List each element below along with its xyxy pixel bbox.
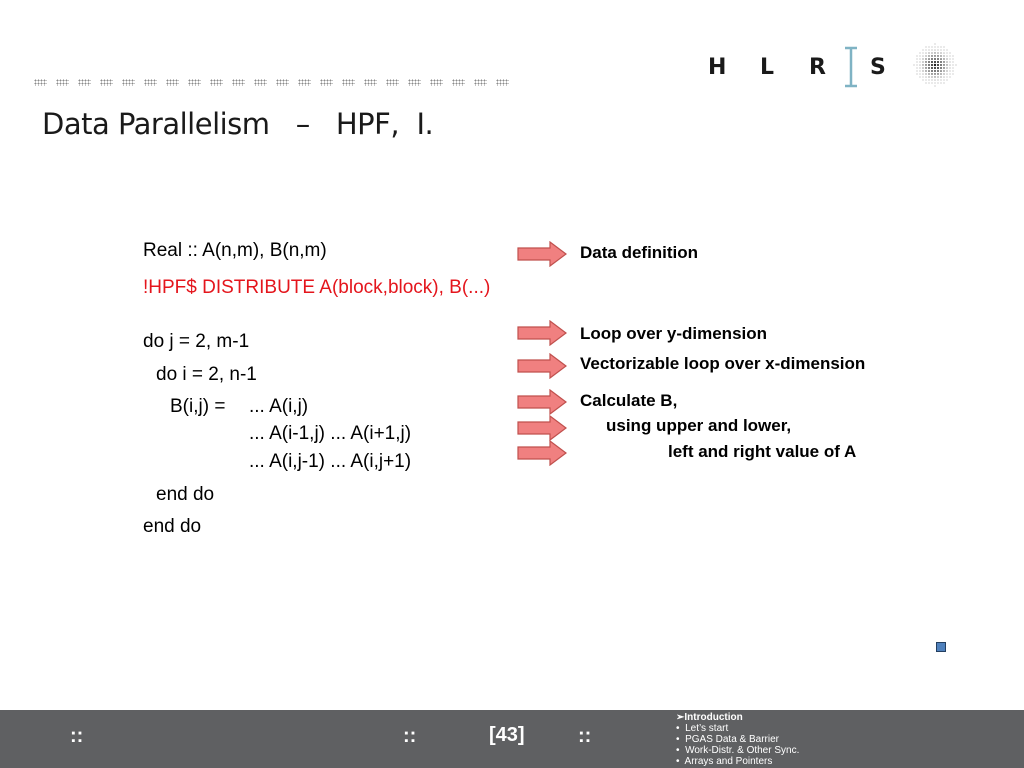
code-line-assignment-lhs: B(i,j) =: [170, 396, 226, 417]
logo-sphere-dot: [922, 61, 923, 62]
logo-sphere-dot: [935, 86, 936, 87]
dot-group: [386, 79, 399, 86]
logo-sphere-dot: [941, 83, 942, 84]
logo-sphere-dot: [946, 58, 947, 59]
code-line-assignment-term3: ... A(i,j-1) ... A(i,j+1): [249, 451, 412, 472]
logo-sphere-dot: [941, 47, 942, 48]
logo-sphere-dot: [937, 61, 939, 63]
dot-group: [78, 79, 91, 86]
outline-item-arrays[interactable]: • Arrays and Pointers: [676, 756, 773, 767]
logo-letter-r: R: [809, 55, 826, 80]
logo-sphere-dot: [950, 71, 951, 72]
logo-sphere-dot: [935, 83, 936, 84]
footer-colon-mid: ::: [403, 725, 417, 747]
logo-sphere-dot: [947, 80, 948, 81]
logo-sphere-dot: [938, 50, 939, 51]
logo-sphere-dot: [937, 52, 938, 53]
bullet-icon: •: [676, 745, 680, 756]
outline-item-work-distr[interactable]: • Work-Distr. & Other Sync.: [676, 745, 800, 756]
dot-group: [342, 79, 355, 86]
logo-sphere-dot: [926, 47, 927, 48]
logo-sphere-dot: [943, 67, 944, 68]
code-line-assignment-term1: ... A(i,j): [249, 396, 309, 417]
logo-sphere-dot: [953, 68, 954, 69]
dot-group: [166, 79, 179, 86]
logo-sphere-dot: [926, 83, 927, 84]
logo-sphere-dot: [950, 77, 951, 78]
logo-sphere-dot: [932, 83, 933, 84]
logo-sphere-dot: [923, 80, 924, 81]
bullet-icon: •: [676, 756, 680, 767]
logo-sphere-dot: [914, 65, 915, 66]
outline-list: [676, 712, 799, 767]
logo-sphere-dot: [947, 56, 948, 57]
footer-bar: [0, 710, 1024, 768]
logo-sphere-dot: [925, 70, 926, 71]
logo-sphere-dot: [950, 56, 951, 57]
logo-sphere-dot: [917, 74, 918, 75]
logo-sphere-dot: [937, 55, 938, 56]
logo-sphere-dot: [934, 61, 936, 63]
arrow-right-icon: [517, 241, 567, 267]
logo-sphere-dot: [935, 80, 936, 81]
logo-sphere-dot: [944, 77, 945, 78]
code-line-declaration: Real :: A(n,m), B(n,m): [143, 240, 327, 261]
note-left-right: left and right value of A: [668, 442, 857, 461]
logo-sphere-dot: [956, 65, 957, 66]
logo-sphere-dot: [934, 70, 936, 72]
header-dots-decoration: [34, 79, 509, 86]
dot-group: [254, 79, 267, 86]
logo-sphere-dot: [950, 53, 951, 54]
note-data-definition: Data definition: [580, 243, 699, 262]
logo-sphere-dot: [917, 59, 918, 60]
logo-sphere-dot: [934, 52, 935, 53]
dot-group: [298, 79, 311, 86]
logo-sphere-dot: [943, 73, 944, 74]
logo-sphere-dot: [935, 50, 936, 51]
logo-sphere-dot: [940, 64, 942, 66]
outline-item-pgas[interactable]: • PGAS Data & Barrier: [676, 734, 779, 745]
arrow-right-icon: [517, 320, 567, 346]
dot-group: [276, 79, 289, 86]
logo-sphere-dot: [920, 74, 921, 75]
logo-sphere-dot: [920, 62, 921, 63]
logo-sphere-dot: [937, 67, 939, 69]
logo-sphere-dot: [931, 70, 933, 72]
logo-sphere-dot: [923, 74, 924, 75]
logo-sphere-dot: [928, 61, 930, 63]
arrow-bullet-icon: ➢: [676, 712, 685, 723]
logo-sphere-dot: [940, 70, 942, 72]
logo-sphere-dot: [931, 64, 933, 66]
note-upper-lower: using upper and lower,: [606, 416, 792, 435]
logo-sphere-dot: [925, 67, 926, 68]
logo-sphere-dot: [935, 44, 936, 45]
logo-sphere-dot: [925, 73, 926, 74]
code-line-outer-end: end do: [143, 516, 202, 537]
logo-sphere-dot: [950, 68, 951, 69]
logo-sphere-dot: [938, 80, 939, 81]
dot-group: [320, 79, 333, 86]
code-line-inner-loop: do i = 2, n-1: [156, 364, 257, 385]
dot-group: [34, 79, 47, 86]
dot-group: [496, 79, 509, 86]
logo-sphere-dot: [950, 65, 951, 66]
logo-sphere-dot: [946, 61, 947, 62]
logo-sphere-dot: [920, 65, 921, 66]
dot-group: [452, 79, 465, 86]
logo-sphere-dot: [925, 55, 926, 56]
logo-sphere-dot: [920, 59, 921, 60]
arrow-right-icon: [517, 389, 567, 415]
footer-colon-left: ::: [70, 725, 84, 747]
logo-letter-h: H: [708, 55, 727, 80]
logo-sphere-dot: [943, 58, 944, 59]
corner-square-marker: [936, 642, 946, 652]
page-number: [43]: [489, 724, 525, 746]
logo-sphere-dot: [937, 64, 939, 66]
logo-sphere-dot: [932, 50, 933, 51]
logo-sphere-dot: [943, 61, 944, 62]
dot-group: [210, 79, 223, 86]
logo-sphere-dot: [922, 58, 923, 59]
logo-sphere-dot: [947, 74, 948, 75]
logo-sphere-dot: [937, 58, 939, 60]
logo-sphere-dot: [940, 61, 942, 63]
logo-sphere-dot: [934, 58, 936, 60]
logo-sphere-dot: [938, 83, 939, 84]
logo-sphere-dot: [928, 52, 929, 53]
logo-sphere-dot: [944, 53, 945, 54]
logo-sphere-dot: [928, 58, 930, 60]
footer-colon-right: ::: [578, 725, 592, 747]
logo-sphere-dot: [922, 67, 923, 68]
logo-sphere-dot: [937, 73, 938, 74]
logo-sphere-dot: [953, 74, 954, 75]
logo-sphere-dot: [937, 70, 939, 72]
logo-sphere-dot: [929, 83, 930, 84]
dot-group: [430, 79, 443, 86]
dot-group: [188, 79, 201, 86]
logo-sphere-dot: [922, 64, 923, 65]
code-line-outer-loop: do j = 2, m-1: [143, 331, 250, 352]
logo-sphere-dot: [950, 74, 951, 75]
note-loop-y: Loop over y-dimension: [580, 324, 768, 343]
dot-group: [56, 79, 69, 86]
bullet-icon: •: [676, 723, 680, 734]
logo-sphere-dot: [931, 52, 932, 53]
logo-sphere-dot: [923, 56, 924, 57]
logo-sphere-dot: [934, 55, 935, 56]
logo-sphere-dot: [920, 56, 921, 57]
logo-sphere-dot: [931, 61, 933, 63]
logo-sphere-dot: [946, 70, 947, 71]
outline-item-lets-start[interactable]: • Let’s start: [676, 723, 729, 734]
hlrs-logo: [704, 40, 960, 92]
dot-group: [364, 79, 377, 86]
logo-sphere-dot: [931, 58, 933, 60]
arrow-right-icon: [517, 353, 567, 379]
slide-title: Data Parallelism – HPF, I.: [42, 107, 434, 141]
code-line-inner-end: end do: [156, 484, 215, 505]
arrow-right-icon: [517, 440, 567, 466]
bullet-icon: •: [676, 734, 680, 745]
logo-sphere-dot: [929, 80, 930, 81]
logo-sphere-dot: [941, 80, 942, 81]
logo-sphere-dot: [943, 64, 944, 65]
logo-sphere-dot: [923, 53, 924, 54]
logo-sphere-dot: [926, 53, 927, 54]
logo-sphere-dot: [926, 77, 927, 78]
logo-sphere-dot: [920, 53, 921, 54]
logo-sphere-dot: [941, 50, 942, 51]
logo-sphere-dot: [925, 61, 926, 62]
logo-sphere-dot: [931, 67, 933, 69]
logo-sphere-dot: [934, 73, 935, 74]
logo-sphere-dot: [953, 56, 954, 57]
logo-sphere-dot: [920, 68, 921, 69]
logo-sphere-dot: [923, 50, 924, 51]
logo-sphere-dot: [934, 67, 936, 69]
logo-sphere-dot: [920, 71, 921, 72]
logo-sphere-dot: [953, 59, 954, 60]
logo-sphere-dot: [923, 77, 924, 78]
logo-sphere-dot: [920, 77, 921, 78]
logo-sphere-dot: [928, 70, 930, 72]
logo-sphere-dot: [928, 67, 930, 69]
logo-sphere-dot: [943, 55, 944, 56]
logo-sphere-dot: [953, 71, 954, 72]
logo-sphere-dot: [940, 58, 942, 60]
logo-sphere-dot: [944, 47, 945, 48]
code-line-assignment-term2: ... A(i-1,j) ... A(i+1,j): [249, 423, 412, 444]
logo-sphere-dot: [935, 47, 936, 48]
logo-sphere-dot: [917, 62, 918, 63]
logo-sphere-dot: [940, 52, 941, 53]
logo-sphere-dot: [928, 64, 930, 66]
logo-sphere-dot: [926, 50, 927, 51]
logo-sphere-dot: [950, 62, 951, 63]
logo-sphere-dot: [929, 50, 930, 51]
logo-sphere-dot: [926, 80, 927, 81]
outline-item-introduction[interactable]: ➢Introduction: [676, 712, 743, 723]
dot-group: [122, 79, 135, 86]
logo-letter-s: S: [870, 55, 886, 80]
note-loop-x: Vectorizable loop over x-dimension: [580, 354, 866, 373]
logo-sphere-dot: [943, 70, 944, 71]
arrow-right-icon: [517, 415, 567, 441]
logo-sphere-dot: [940, 55, 941, 56]
logo-sphere-dot: [946, 67, 947, 68]
logo-sphere-dot: [932, 47, 933, 48]
logo-sphere-dot: [929, 47, 930, 48]
logo-sphere-dot: [953, 65, 954, 66]
dot-group: [474, 79, 487, 86]
logo-sphere-dot: [947, 50, 948, 51]
logo-sphere-dot: [925, 64, 926, 65]
logo-sphere-dot: [937, 76, 938, 77]
logo-sphere-dot: [950, 59, 951, 60]
logo-sphere-dot: [946, 64, 947, 65]
logo-sphere-dot: [940, 67, 942, 69]
logo-sphere-dot: [947, 77, 948, 78]
note-calculate-b: Calculate B,: [580, 391, 678, 410]
dot-group: [100, 79, 113, 86]
logo-letter-l: L: [760, 55, 775, 80]
logo-sphere-dot: [917, 56, 918, 57]
dot-group: [232, 79, 245, 86]
logo-sphere-dot: [934, 76, 935, 77]
logo-sphere-dot: [934, 64, 936, 66]
logo-sphere-dot: [917, 71, 918, 72]
logo-sphere-dot: [940, 73, 941, 74]
logo-sphere-dot: [931, 76, 932, 77]
logo-sphere-dot: [944, 83, 945, 84]
logo-sphere-dot: [947, 53, 948, 54]
logo-sphere-dot: [931, 55, 932, 56]
logo-sphere-dot: [938, 47, 939, 48]
dot-group: [144, 79, 157, 86]
logo-sphere-dot: [928, 55, 929, 56]
logo-sphere-dot: [944, 50, 945, 51]
logo-sphere-dot: [922, 70, 923, 71]
dot-group: [408, 79, 421, 86]
logo-sphere-dot: [944, 80, 945, 81]
logo-sphere-dot: [931, 73, 932, 74]
logo-sphere-dot: [940, 76, 941, 77]
logo-sphere-dot: [917, 65, 918, 66]
logo-sphere-dot: [917, 68, 918, 69]
logo-sphere-dot: [925, 58, 926, 59]
logo-sphere-dot: [932, 80, 933, 81]
logo-sphere-dot: [953, 62, 954, 63]
logo-sphere-dot: [928, 76, 929, 77]
code-line-hpf-directive: !HPF$ DISTRIBUTE A(block,block), B(...): [143, 277, 491, 298]
logo-sphere-dot: [928, 73, 929, 74]
